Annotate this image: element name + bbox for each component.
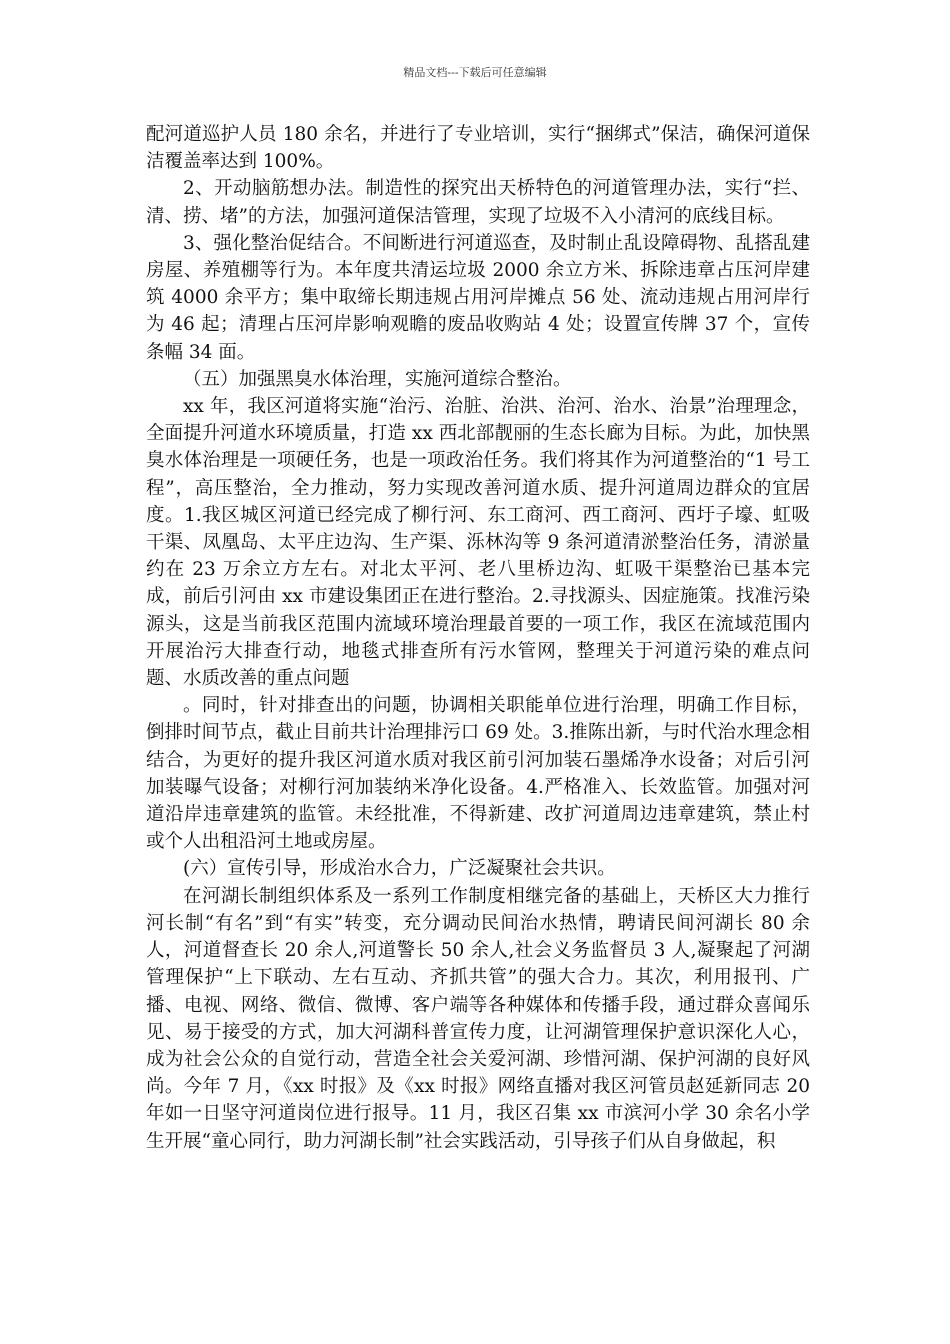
paragraph-2: 2、开动脑筋想办法。制造性的探究出天桥特色的河道管理办法，实行“拦、清、捞、堵”的方法，加强河道保洁管理，实现了垃圾不入小清河的底线目标。: [146, 178, 810, 227]
section-heading-5: （五）加强黑臭水体治理，实施河道综合整治。: [183, 368, 572, 390]
section-heading-6: (六）宣传引导，形成治水合力，广泛凝聚社会共识。: [183, 858, 616, 880]
document-body: [146, 121, 810, 1155]
paragraph-4: xx 年，我区河道将实施“治污、治脏、治洪、治河、治水、治景”治理理念，全面提升河道水环境质量，打造 xx 西北部靓丽的生态长廊为目标。为此，加快黑臭水体治理是一项硬任务，也是一项政治任务。我们将其作为河道整治的“1 号工程”，高压整治，全力推动，努力实现改善河道水质、提升河道周边群众的宜居度。1.我区城区河道已经完成了柳行河、东工商河、西工商河、西圩子壕、虹吸干渠、凤凰岛、太平庄边沟、生产渠、泺林沟等 9 条河道清淤整治任务，清淤量约在 23 万余立方左右。对北太平河、老八里桥边沟、虹吸干渠整治已基本完成，前后引河由 xx 市建设集团正在进行整治。2.寻找源头、因症施策。找准污染源头，这是当前我区范围内流域环境治理最首要的一项工作，我区在流域范围内开展治污大排查行动，地毯式排查所有污水管网，整理关于河道污染的难点问题、水质改善的重点问题: [146, 396, 810, 690]
paragraph-3: 3、强化整治促结合。不间断进行河道巡查，及时制止乱设障碍物、乱搭乱建房屋、养殖棚等行为。本年度共清运垃圾 2000 余立方米、拆除违章占压河岸建筑 4000 余平方；集中取缔长期违规占用河岸摊点 56 处、流动违规占用河岸行为 46 起；清理占压河岸影响观瞻的废品收购站 4 处；设置宣传牌 37 个，宣传条幅 34 面。: [146, 232, 810, 363]
page-header: 精品文档---下载后可任意编辑: [403, 66, 547, 79]
paragraph-5: 。同时，针对排查出的问题，协调相关职能单位进行治理，明确工作目标，倒排时间节点，截止目前共计治理排污口 69 处。3.推陈出新，与时代治水理念相结合，为更好的提升我区河道水质对我区前引河加装石墨烯净水设备；对后引河加装曝气设备；对柳行河加装纳米净化设备。4.严格准入、长效监管。加强对河道沿岸违章建筑的监管。未经批准，不得新建、改扩河道周边违章建筑，禁止村或个人出租沿河土地或房屋。: [146, 695, 810, 853]
paragraph-6: 在河湖长制组织体系及一系列工作制度相继完备的基础上，天桥区大力推行河长制“有名”到“有实”转变，充分调动民间治水热情，聘请民间河湖长 80 余人，河道督查长 20 余人,河道警长 50 余人,社会义务监督员 3 人,凝聚起了河湖管理保护“上下联动、左右互动、齐抓共管”的强大合力。其次，利用报刊、广播、电视、网络、微信、微博、客户端等各种媒体和传播手段，通过群众喜闻乐见、易于接受的方式，加大河湖科普宣传力度，让河湖管理保护意识深化人心，成为社会公众的自觉行动，营造全社会关爱河湖、珍惜河湖、保护河湖的良好风尚。今年 7 月，《xx 时报》及《xx 时报》网络直播对我区河管员赵延新同志 20 年如一日坚守河道岗位进行报导。11 月，我区召集 xx 市滨河小学 30 余名小学生开展“童心同行，助力河湖长制”社会实践活动，引导孩子们从自身做起，积: [146, 885, 810, 1152]
paragraph-1: 配河道巡护人员 180 余名，并进行了专业培训，实行“捆绑式”保洁，确保河道保洁覆盖率达到 100%。: [146, 124, 810, 173]
